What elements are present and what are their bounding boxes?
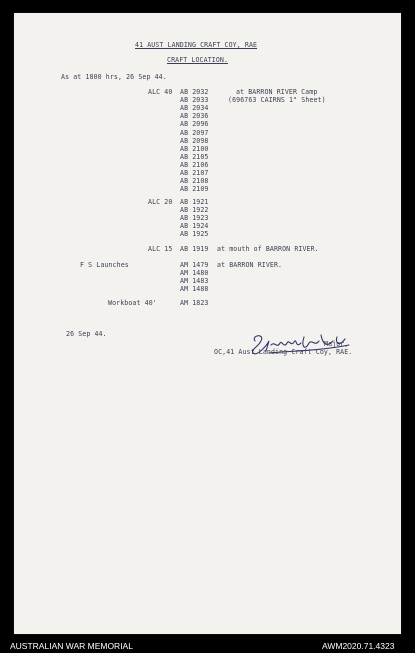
- fs-launches-location: at BARRON RIVER.: [217, 261, 283, 269]
- document-subheading: CRAFT LOCATION.: [167, 56, 229, 64]
- fs-launches-label: F S Launches: [80, 261, 129, 269]
- alc40-craft-item: AB 2033: [180, 96, 209, 105]
- alc40-craft-item: AB 2032: [180, 88, 209, 96]
- footer-accession-number: AWM2020.71.4323: [322, 641, 395, 651]
- alc40-label: ALC 40: [148, 88, 173, 96]
- alc20-craft-item: AB 1923: [180, 214, 209, 223]
- footer-institution: AUSTRALIAN WAR MEMORIAL: [10, 641, 133, 651]
- alc15-location: at mouth of BARRON RIVER.: [217, 245, 319, 253]
- document-heading: 41 AUST LANDING CRAFT COY, RAE: [135, 41, 258, 49]
- alc15-craft: AB 1919: [180, 245, 209, 253]
- alc20-label: ALC 20: [148, 198, 173, 206]
- alc20-craft-item: AB 1922: [180, 206, 209, 215]
- alc40-craft-item: AB 2106: [180, 160, 209, 169]
- alc20-craft-item: AB 1925: [180, 230, 209, 239]
- document-page: [14, 13, 401, 634]
- alc40-craft-item: AB 2105: [180, 152, 209, 161]
- document-date: 26 Sep 44.: [66, 330, 107, 338]
- alc40-location: at BARRON RIVER Camp: [236, 88, 318, 96]
- alc40-craft-item: AB 2100: [180, 144, 209, 153]
- fs-launch-craft-item: AM 1483: [180, 277, 209, 286]
- alc40-craft-item: AB 2034: [180, 104, 209, 113]
- workboat-craft: AM 1823: [180, 299, 209, 307]
- alc40-craft-item: AB 2107: [180, 169, 209, 177]
- signatory-rank: Major,: [324, 340, 349, 348]
- alc40-craft-item: AB 2098: [180, 136, 209, 145]
- fs-launch-craft-item: AM 1479: [180, 261, 209, 269]
- alc40-map-reference: (696763 CAIRNS 1" Sheet): [228, 96, 326, 104]
- alc20-craft-item: AB 1921: [180, 198, 209, 206]
- fs-launch-craft-item: AM 1488: [180, 285, 209, 294]
- signatory-title: OC,41 Aust Landing Craft Coy, RAE.: [214, 348, 353, 356]
- alc40-craft-item: AB 2109: [180, 185, 209, 194]
- as-at-line: As at 1800 hrs, 26 Sep 44.: [61, 73, 167, 81]
- alc15-label: ALC 15: [148, 245, 173, 253]
- alc40-craft-item: AB 2097: [180, 128, 209, 137]
- workboat-label: Workboat 40': [108, 299, 157, 307]
- alc40-craft-item: AB 2036: [180, 112, 209, 121]
- fs-launch-craft-item: AM 1480: [180, 269, 209, 278]
- alc40-craft-item: AB 2096: [180, 120, 209, 129]
- alc40-craft-item: AB 2108: [180, 177, 209, 186]
- alc20-craft-item: AB 1924: [180, 222, 209, 231]
